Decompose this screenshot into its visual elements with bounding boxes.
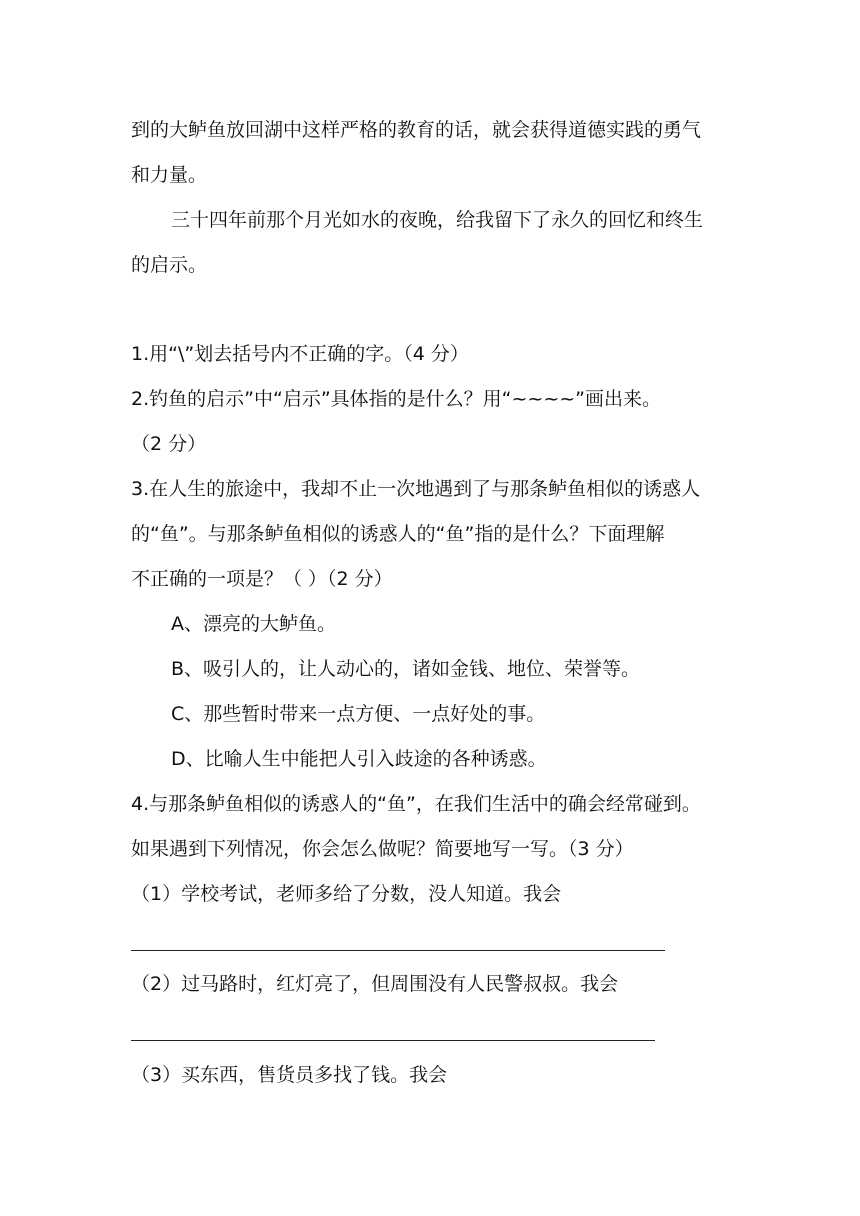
question-4-item-1: （1）学校考试，老师多给了分数，没人知道。我会 [131, 883, 562, 905]
question-3-line: 不正确的一项是？（ ）（2 分） [131, 568, 393, 590]
passage-paragraph-start: 三十四年前那个月光如水的夜晚，给我留下了永久的回忆和终生 [171, 209, 704, 231]
answer-blank-1[interactable] [131, 950, 665, 951]
passage-line: 和力量。 [131, 164, 208, 186]
question-3: 3.在人生的旅途中，我却不止一次地遇到了与那条鲈鱼相似的诱惑人 [131, 478, 701, 500]
option-a: A、漂亮的大鲈鱼。 [171, 613, 336, 635]
answer-blank-2[interactable] [131, 1040, 655, 1041]
question-4-line: 如果遇到下列情况，你会怎么做呢？简要地写一写。（3 分） [131, 838, 634, 860]
option-c: C、那些暂时带来一点方便、一点好处的事。 [171, 703, 546, 725]
option-b: B、吸引人的，让人动心的，诸如金钱、地位、荣誉等。 [171, 658, 641, 680]
question-2-score: （2 分） [131, 433, 207, 455]
passage-line: 的启示。 [131, 254, 208, 276]
question-2: 2.钓鱼的启示”中“启示”具体指的是什么？用“~~~~”画出来。 [131, 388, 662, 410]
question-1: 1.用“\”划去括号内不正确的字。（4 分） [131, 343, 469, 365]
question-4-item-3: （3）买东西，售货员多找了钱。我会 [131, 1064, 448, 1086]
passage-line: 到的大鲈鱼放回湖中这样严格的教育的话，就会获得道德实践的勇气 [131, 119, 702, 141]
question-3-line: 的“鱼”。与那条鲈鱼相似的诱惑人的“鱼”指的是什么？下面理解 [131, 523, 665, 545]
question-4: 4.与那条鲈鱼相似的诱惑人的“鱼”，在我们生活中的确会经常碰到。 [131, 793, 701, 815]
question-4-item-2: （2）过马路时，红灯亮了，但周围没有人民警叔叔。我会 [131, 973, 619, 995]
option-d: D、比喻人生中能把人引入歧途的各种诱惑。 [171, 748, 547, 770]
